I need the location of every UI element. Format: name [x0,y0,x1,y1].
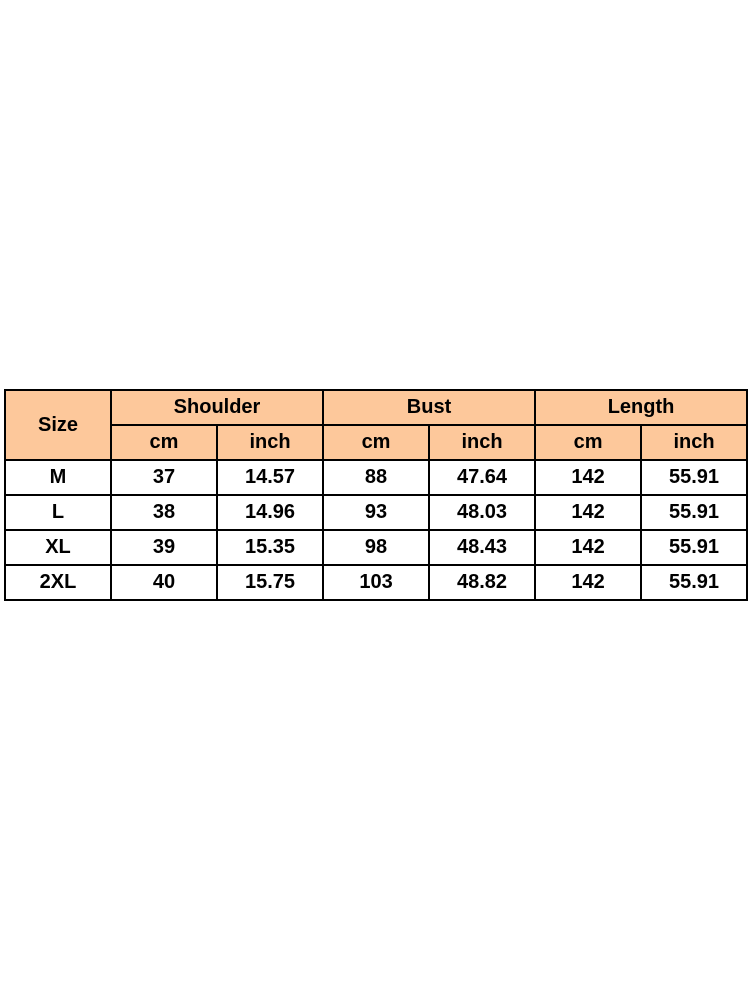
table-cell: 47.64 [429,460,535,495]
table-cell: 98 [323,530,429,565]
size-chart-table [4,389,748,601]
table-cell: 93 [323,495,429,530]
unit-header-cell: cm [111,425,217,460]
size-cell: XL [5,530,111,565]
length-header-cell: Length [535,390,747,425]
table-cell: 88 [323,460,429,495]
table-cell: 55.91 [641,530,747,565]
table-cell: 142 [535,530,641,565]
table-cell: 15.35 [217,530,323,565]
bust-header-cell: Bust [323,390,535,425]
table-row [5,460,747,495]
table-cell: 38 [111,495,217,530]
table-cell: 142 [535,565,641,600]
unit-header-cell: cm [323,425,429,460]
table-cell: 37 [111,460,217,495]
table-cell: 55.91 [641,495,747,530]
table-cell: 48.43 [429,530,535,565]
header-row-groups [5,390,747,425]
table-row [5,495,747,530]
shoulder-header-cell: Shoulder [111,390,323,425]
table-cell: 142 [535,495,641,530]
size-cell: L [5,495,111,530]
unit-header-cell: inch [641,425,747,460]
unit-header-cell: cm [535,425,641,460]
table-cell: 39 [111,530,217,565]
table-cell: 48.82 [429,565,535,600]
size-cell: M [5,460,111,495]
table-cell: 40 [111,565,217,600]
table-row [5,530,747,565]
size-cell: 2XL [5,565,111,600]
table-cell: 15.75 [217,565,323,600]
header-row-units [5,425,747,460]
table-row [5,565,747,600]
table-cell: 14.57 [217,460,323,495]
table-cell: 48.03 [429,495,535,530]
table-cell: 142 [535,460,641,495]
table-cell: 14.96 [217,495,323,530]
table-cell: 103 [323,565,429,600]
unit-header-cell: inch [429,425,535,460]
table-cell: 55.91 [641,565,747,600]
size-header-cell: Size [5,390,111,460]
unit-header-cell: inch [217,425,323,460]
table-cell: 55.91 [641,460,747,495]
